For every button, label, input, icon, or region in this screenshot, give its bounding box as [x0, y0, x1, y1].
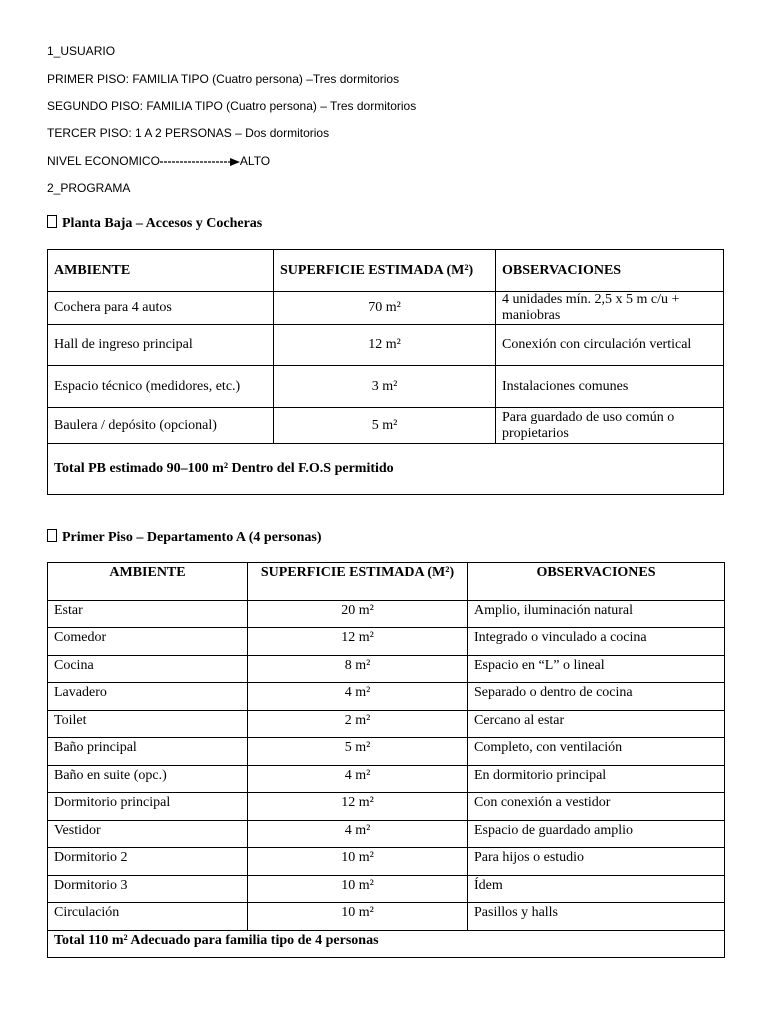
cell-superficie: 5 m²	[248, 738, 468, 766]
cell-observaciones: En dormitorio principal	[468, 766, 725, 793]
cell-observaciones: Espacio de guardado amplio	[468, 821, 725, 848]
cell-ambiente: Comedor	[48, 628, 248, 656]
cell-ambiente: Dormitorio 3	[48, 876, 248, 903]
cell-superficie: 4 m²	[248, 683, 468, 711]
first-floor-heading	[47, 529, 321, 546]
cell-ambiente: Toilet	[48, 711, 248, 738]
table-row	[48, 366, 724, 408]
table-row	[48, 656, 725, 683]
cell-ambiente: Estar	[48, 601, 248, 628]
cell-superficie: 10 m²	[248, 903, 468, 931]
program-title: 2_PROGRAMA	[47, 181, 131, 195]
table-total-row	[48, 444, 724, 495]
cell-superficie: 10 m²	[248, 848, 468, 876]
economic-level	[47, 154, 270, 168]
checkbox-glyph-icon	[47, 529, 57, 542]
ground-floor-total: Total PB estimado 90–100 m² Dentro del F.O.S permitido	[48, 444, 724, 495]
cell-ambiente: Cochera para 4 autos	[48, 292, 274, 325]
cell-superficie: 3 m²	[274, 366, 496, 408]
table-header-row	[48, 563, 725, 601]
table-row	[48, 408, 724, 444]
table-row	[48, 766, 725, 793]
cell-superficie: 8 m²	[248, 656, 468, 683]
cell-observaciones: 4 unidades mín. 2,5 x 5 m c/u + maniobras	[496, 292, 724, 325]
floor1-user: PRIMER PISO: FAMILIA TIPO (Cuatro persona) –Tres dormitorios	[47, 72, 400, 86]
cell-superficie: 4 m²	[248, 766, 468, 793]
economic-value: ALTO	[239, 154, 271, 168]
table-row	[48, 292, 724, 325]
table-row	[48, 738, 725, 766]
header-superficie: SUPERFICIE ESTIMADA (M²)	[274, 250, 496, 292]
cell-observaciones: Para guardado de uso común o propietarios	[496, 408, 724, 444]
cell-ambiente: Cocina	[48, 656, 248, 683]
economic-label: NIVEL ECONOMICO	[47, 154, 160, 168]
cell-superficie: 4 m²	[248, 821, 468, 848]
cell-observaciones: Conexión con circulación vertical	[496, 325, 724, 366]
cell-superficie: 12 m²	[248, 793, 468, 821]
cell-superficie: 12 m²	[274, 325, 496, 366]
cell-observaciones: Separado o dentro de cocina	[468, 683, 725, 711]
cell-superficie: 12 m²	[248, 628, 468, 656]
cell-ambiente: Dormitorio 2	[48, 848, 248, 876]
cell-ambiente: Baño en suite (opc.)	[48, 766, 248, 793]
header-ambiente: AMBIENTE	[48, 563, 248, 601]
user-section-title: 1_USUARIO	[47, 44, 116, 58]
table-row	[48, 683, 725, 711]
floor2-user: SEGUNDO PISO: FAMILIA TIPO (Cuatro persona) – Tres dormitorios	[47, 99, 417, 113]
cell-superficie: 5 m²	[274, 408, 496, 444]
cell-ambiente: Espacio técnico (medidores, etc.)	[48, 366, 274, 408]
cell-observaciones: Pasillos y halls	[468, 903, 725, 931]
ground-floor-table	[47, 249, 724, 495]
header-ambiente: AMBIENTE	[48, 250, 274, 292]
cell-ambiente: Baño principal	[48, 738, 248, 766]
cell-observaciones: Ídem	[468, 876, 725, 903]
checkbox-glyph-icon	[47, 215, 57, 228]
table-total-row	[48, 931, 725, 958]
first-floor-total: Total 110 m² Adecuado para familia tipo de 4 personas	[48, 931, 725, 958]
table-row	[48, 711, 725, 738]
arrow-right-icon	[160, 157, 240, 167]
cell-ambiente: Baulera / depósito (opcional)	[48, 408, 274, 444]
cell-ambiente: Dormitorio principal	[48, 793, 248, 821]
table-row	[48, 325, 724, 366]
ground-floor-heading	[47, 215, 262, 232]
cell-superficie: 20 m²	[248, 601, 468, 628]
table-header-row	[48, 250, 724, 292]
ground-floor-heading-text: Planta Baja – Accesos y Cocheras	[62, 216, 263, 231]
cell-ambiente: Hall de ingreso principal	[48, 325, 274, 366]
cell-observaciones: Con conexión a vestidor	[468, 793, 725, 821]
cell-superficie: 10 m²	[248, 876, 468, 903]
table-row	[48, 793, 725, 821]
cell-observaciones: Instalaciones comunes	[496, 366, 724, 408]
cell-ambiente: Lavadero	[48, 683, 248, 711]
cell-observaciones: Integrado o vinculado a cocina	[468, 628, 725, 656]
cell-observaciones: Para hijos o estudio	[468, 848, 725, 876]
table-row	[48, 903, 725, 931]
table-row	[48, 876, 725, 903]
table-row	[48, 821, 725, 848]
cell-ambiente: Vestidor	[48, 821, 248, 848]
table-row	[48, 601, 725, 628]
first-floor-heading-text: Primer Piso – Departamento A (4 personas)	[62, 530, 322, 545]
cell-superficie: 70 m²	[274, 292, 496, 325]
cell-observaciones: Cercano al estar	[468, 711, 725, 738]
cell-observaciones: Amplio, iluminación natural	[468, 601, 725, 628]
cell-superficie: 2 m²	[248, 711, 468, 738]
cell-ambiente: Circulación	[48, 903, 248, 931]
header-observaciones: OBSERVACIONES	[468, 563, 725, 601]
header-observaciones: OBSERVACIONES	[496, 250, 724, 292]
floor3-user: TERCER PISO: 1 A 2 PERSONAS – Dos dormitorios	[47, 126, 330, 140]
table-row	[48, 628, 725, 656]
cell-observaciones: Espacio en “L” o lineal	[468, 656, 725, 683]
first-floor-table	[47, 562, 725, 958]
header-superficie: SUPERFICIE ESTIMADA (M²)	[248, 563, 468, 601]
table-row	[48, 848, 725, 876]
cell-observaciones: Completo, con ventilación	[468, 738, 725, 766]
